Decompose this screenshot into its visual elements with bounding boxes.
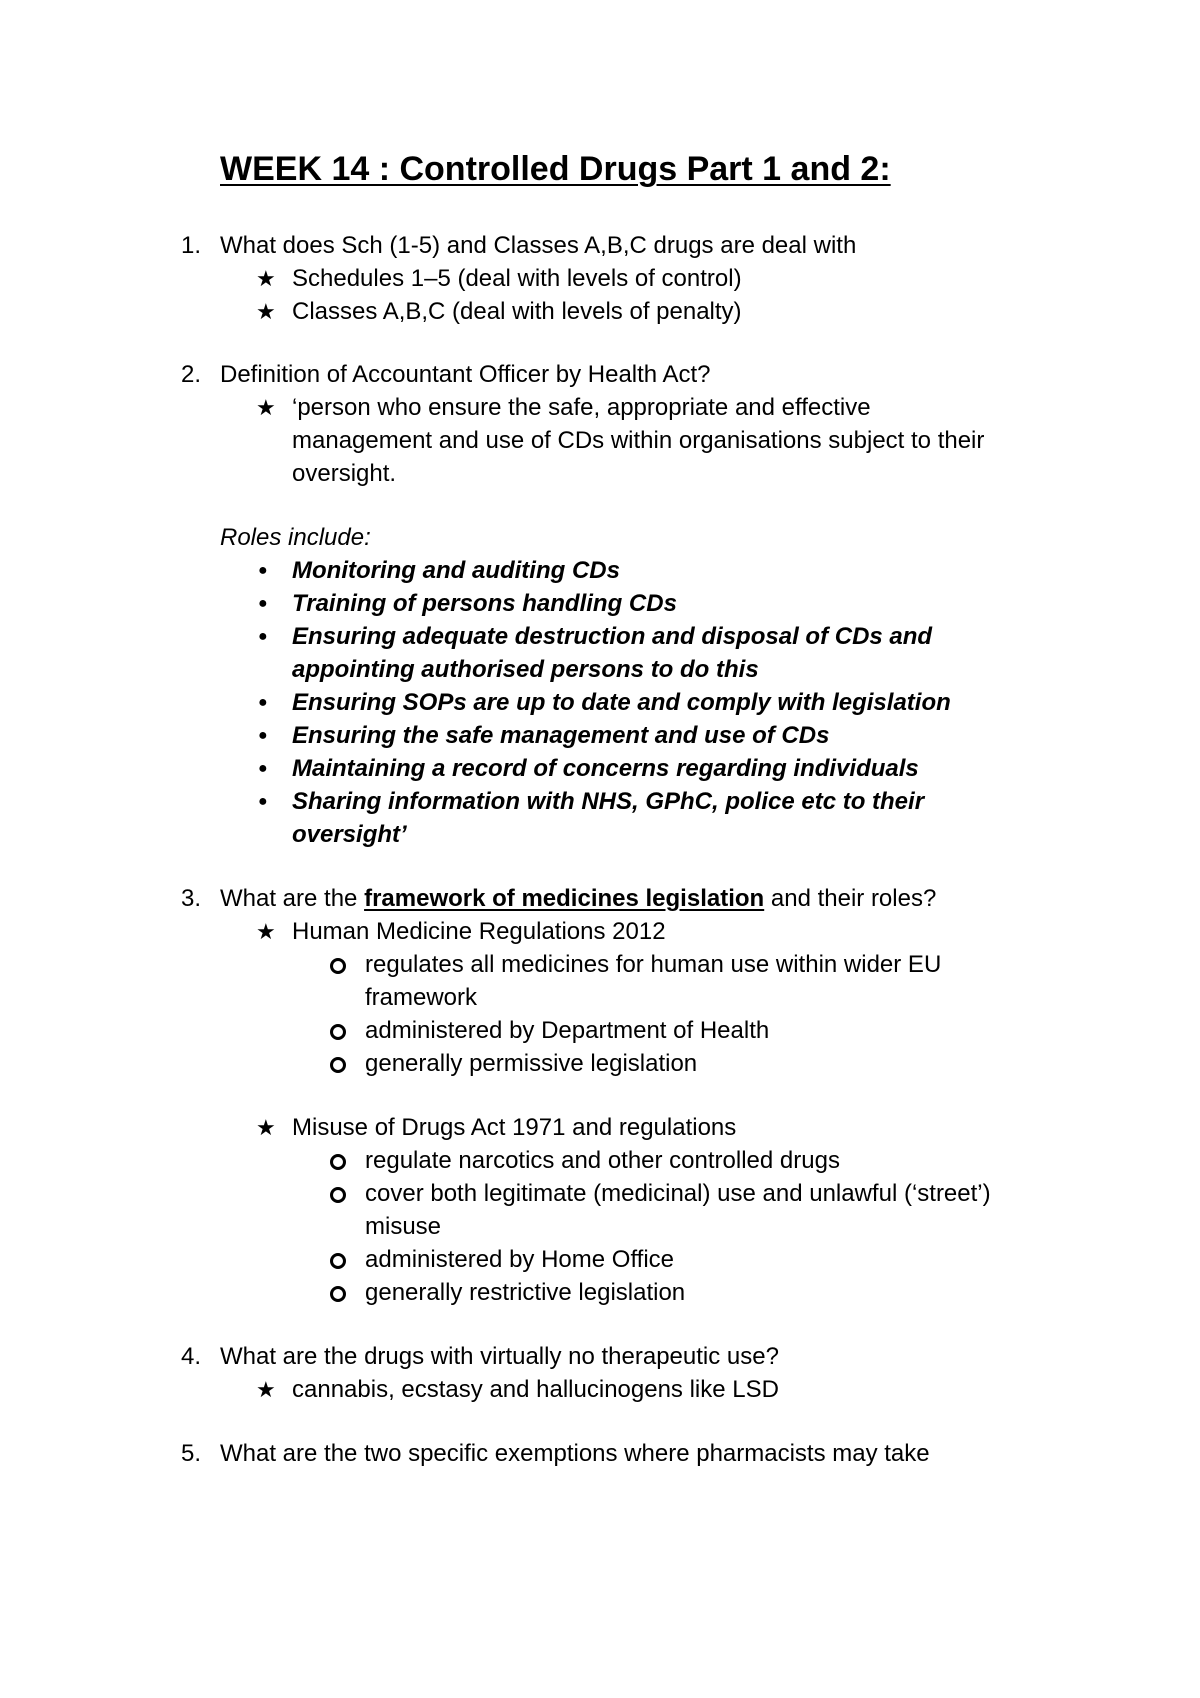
mda-item: cover both legitimate (medicinal) use and unlawful (‘street’) bbox=[365, 1180, 991, 1207]
page-title: WEEK 14 : Controlled Drugs Part 1 and 2: bbox=[220, 150, 891, 188]
question-2-answer-line: ‘person who ensure the safe, appropriate and effective bbox=[292, 394, 871, 421]
hmr-item: generally permissive legislation bbox=[365, 1050, 698, 1077]
circle-bullet-icon bbox=[330, 1024, 346, 1040]
roles-heading: Roles include: bbox=[220, 524, 371, 551]
question-2-number: 2. bbox=[181, 361, 202, 388]
bullet-icon: ● bbox=[258, 562, 268, 579]
role-item: Maintaining a record of concerns regarding individuals bbox=[292, 755, 919, 782]
star-icon: ★ bbox=[256, 266, 276, 291]
question-3-text-start: What are the bbox=[220, 885, 365, 912]
question-3-number: 3. bbox=[181, 885, 202, 912]
mda-item: administered by Home Office bbox=[365, 1246, 675, 1273]
question-5-number: 5. bbox=[181, 1440, 202, 1467]
hmr-item-continued: framework bbox=[365, 984, 478, 1011]
role-item: Training of persons handling CDs bbox=[292, 590, 677, 617]
star-icon: ★ bbox=[256, 395, 276, 420]
question-1-number: 1. bbox=[181, 232, 202, 259]
question-1-text: What does Sch (1-5) and Classes A,B,C drugs are deal with bbox=[220, 232, 857, 259]
circle-bullet-icon bbox=[330, 1154, 346, 1170]
question-3-text-end: and their roles? bbox=[764, 885, 937, 912]
question-2-answer-line: oversight. bbox=[292, 460, 397, 487]
bullet-icon: ● bbox=[258, 793, 268, 810]
circle-bullet-icon bbox=[330, 1057, 346, 1073]
mda-item: generally restrictive legislation bbox=[365, 1279, 686, 1306]
role-item: Ensuring SOPs are up to date and comply with legislation bbox=[292, 689, 951, 716]
bullet-icon: ● bbox=[258, 595, 268, 612]
mda-item-continued: misuse bbox=[365, 1213, 442, 1240]
question-1-answer: Classes A,B,C (deal with levels of penalty) bbox=[292, 298, 742, 325]
star-icon: ★ bbox=[256, 1377, 276, 1402]
role-item: Sharing information with NHS, GPhC, police etc to their bbox=[292, 788, 925, 815]
circle-bullet-icon bbox=[330, 958, 346, 974]
star-icon: ★ bbox=[256, 299, 276, 324]
role-item-continued: appointing authorised persons to do this bbox=[292, 656, 759, 683]
hmr-label: Human Medicine Regulations 2012 bbox=[292, 918, 666, 945]
role-item: Ensuring adequate destruction and disposal of CDs and bbox=[292, 623, 933, 650]
circle-bullet-icon bbox=[330, 1286, 346, 1302]
role-item: Monitoring and auditing CDs bbox=[292, 557, 620, 584]
question-2-text: Definition of Accountant Officer by Health Act? bbox=[220, 361, 711, 388]
mda-label: Misuse of Drugs Act 1971 and regulations bbox=[292, 1114, 737, 1141]
question-4-number: 4. bbox=[181, 1343, 202, 1370]
circle-bullet-icon bbox=[330, 1253, 346, 1269]
bullet-icon: ● bbox=[258, 628, 268, 645]
question-5-text: What are the two specific exemptions where pharmacists may take bbox=[220, 1440, 930, 1467]
bullet-icon: ● bbox=[258, 694, 268, 711]
question-3-emphasis: framework of medicines legislation bbox=[364, 885, 765, 912]
bullet-icon: ● bbox=[258, 727, 268, 744]
hmr-item: administered by Department of Health bbox=[365, 1017, 770, 1044]
question-3-text bbox=[220, 882, 936, 916]
hmr-item: regulates all medicines for human use within wider EU bbox=[365, 951, 942, 978]
star-icon: ★ bbox=[256, 1115, 276, 1140]
star-icon: ★ bbox=[256, 919, 276, 944]
question-4-text: What are the drugs with virtually no therapeutic use? bbox=[220, 1343, 779, 1370]
question-4-answer: cannabis, ecstasy and hallucinogens like LSD bbox=[292, 1376, 779, 1403]
role-item-continued: oversight’ bbox=[292, 821, 407, 848]
circle-bullet-icon bbox=[330, 1187, 346, 1203]
mda-item: regulate narcotics and other controlled drugs bbox=[365, 1147, 840, 1174]
question-1-answer: Schedules 1–5 (deal with levels of control) bbox=[292, 265, 742, 292]
question-2-answer-line: management and use of CDs within organisations subject to their bbox=[292, 427, 985, 454]
bullet-icon: ● bbox=[258, 760, 268, 777]
role-item: Ensuring the safe management and use of CDs bbox=[292, 722, 830, 749]
